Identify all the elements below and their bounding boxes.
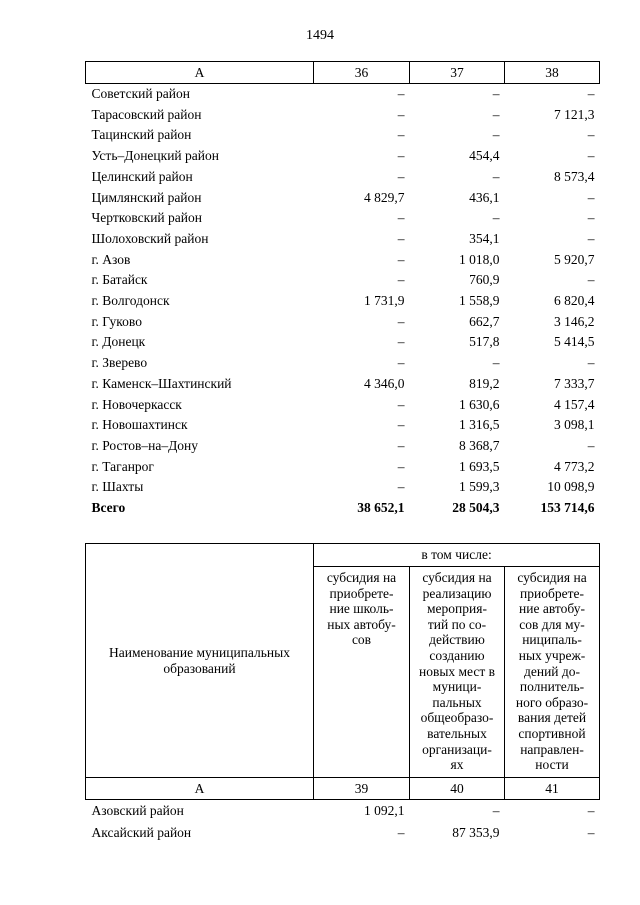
value-col-36: – [397,417,405,433]
value-col-37: – [492,168,500,184]
value-col-37: – [492,355,500,371]
municipality-name: г. Ростов–на–Дону [91,437,199,453]
municipality-name-header: Наименование муниципальных образований [86,544,314,778]
value-col-37: 1 558,9 [459,293,500,309]
table-row [86,395,600,416]
table-row [86,291,600,312]
total-label: Всего [91,500,126,516]
code-col-40: 40 [410,778,505,800]
value-col-36: – [397,437,405,453]
value-col-37: 517,8 [469,334,500,350]
header-col-38: 38 [505,62,600,84]
header-col-37: 37 [410,62,505,84]
table-row [86,477,600,498]
municipality-name: г. Шахты [91,479,144,495]
value-col-38: – [587,272,595,288]
value-col-36: – [397,127,405,143]
col-41-header: субсидия на приобрете-ние автобу-сов для му-ниципаль-ных учреж-дений до-полнитель-ного образо-вания детей спортивной направлен-ности [505,567,600,778]
value-col-37: 454,4 [469,148,500,164]
value-col-38: 7 121,3 [554,106,595,122]
value-col-36: – [397,334,405,350]
value-col-37: 1 599,3 [459,479,500,495]
table-row [86,800,600,823]
table-row [86,457,600,478]
value-col-41: – [587,803,595,818]
header-col-36: 36 [314,62,410,84]
value-col-36: – [397,458,405,474]
value-col-38: – [587,437,595,453]
table-row [86,167,600,188]
page-number: 1494 [306,28,334,43]
subsidy-table-39-41 [85,543,600,844]
table-row [86,415,600,436]
municipality-name: г. Волгодонск [91,293,170,309]
table2-code-header [86,778,600,800]
municipality-name: Аксайский район [91,825,192,840]
value-col-37: 436,1 [469,189,500,205]
code-col-a: А [86,778,314,800]
value-col-38: – [587,127,595,143]
total-col-38: 153 714,6 [540,500,595,516]
value-col-36: – [397,479,405,495]
municipality-name: г. Каменск–Шахтинский [91,375,232,391]
municipality-name: г. Азов [91,251,131,267]
table-row [86,436,600,457]
municipality-name: Целинский район [91,168,193,184]
value-col-37: – [492,86,500,101]
value-col-37: – [492,210,500,226]
municipality-name: Чертковский район [91,210,202,226]
municipality-name: Тарасовский район [91,106,202,122]
value-col-37: 662,7 [469,313,500,329]
value-col-38: 5 414,5 [554,334,595,350]
municipality-name: Шолоховский район [91,230,209,246]
subsidy-table-36-38 [85,61,600,519]
code-col-41: 41 [505,778,600,800]
table-row [86,312,600,333]
table-row [86,188,600,209]
value-col-36: – [397,396,405,412]
value-col-38: – [587,210,595,226]
value-col-37: 354,1 [469,230,500,246]
value-col-36: – [397,86,405,101]
table-row [86,374,600,395]
table-row [86,353,600,374]
table-row [86,822,600,844]
municipality-name: Азовский район [91,803,184,818]
value-col-39: – [397,825,405,840]
table-row [86,270,600,291]
value-col-40: – [492,803,500,818]
value-col-40: 87 353,9 [452,825,500,840]
value-col-38: 6 820,4 [554,293,595,309]
value-col-36: 1 731,9 [364,293,405,309]
in-that-number-header: в том числе: [314,544,600,567]
value-col-36: 4 829,7 [364,189,405,205]
value-col-37: 760,9 [469,272,500,288]
value-col-38: 8 573,4 [554,168,595,184]
value-col-36: – [397,210,405,226]
value-col-36: – [397,106,405,122]
value-col-36: – [397,148,405,164]
municipality-name: г. Новошахтинск [91,417,188,433]
value-col-37: – [492,106,500,122]
value-col-37: 1 630,6 [459,396,500,412]
table-row [86,229,600,250]
value-col-37: 1 018,0 [459,251,500,267]
municipality-name: Усть–Донецкий район [91,148,219,164]
municipality-name: г. Зверево [91,355,148,371]
value-col-36: – [397,230,405,246]
municipality-name: г. Новочеркасск [91,396,182,412]
value-col-36: – [397,168,405,184]
municipality-name: г. Таганрог [91,458,154,474]
value-col-38: – [587,189,595,205]
value-col-41: – [587,825,595,840]
value-col-38: 3 146,2 [554,313,595,329]
value-col-38: 4 157,4 [554,396,595,412]
table-row [86,105,600,126]
code-col-39: 39 [314,778,410,800]
value-col-37: 8 368,7 [459,437,500,453]
municipality-name: Тацинский район [91,127,192,143]
value-col-37: – [492,127,500,143]
value-col-36: – [397,251,405,267]
municipality-name: Цимлянский район [91,189,202,205]
value-col-37: 1 693,5 [459,458,500,474]
value-col-38: – [587,355,595,371]
table-row [86,125,600,146]
value-col-38: – [587,86,595,101]
municipality-name: г. Батайск [91,272,148,288]
total-col-37: 28 504,3 [452,500,500,516]
value-col-38: 3 098,1 [554,417,595,433]
municipality-name: г. Гуково [91,313,142,329]
table-row [86,84,600,105]
total-col-36: 38 652,1 [357,500,405,516]
table-row [86,208,600,229]
header-col-a: А [86,62,314,84]
col-40-header: субсидия на реализацию мероприя-тий по со-действию созданию новых мест в муници-пальных общеобразо-вательных организаци-ях [410,567,505,778]
value-col-38: 7 333,7 [554,375,595,391]
municipality-name: Советский район [91,86,190,101]
value-col-38: 4 773,2 [554,458,595,474]
col-39-header: субсидия на приобрете-ние школь-ных автобу-сов [314,567,410,778]
value-col-37: 1 316,5 [459,417,500,433]
value-col-36: 4 346,0 [364,375,405,391]
table-row [86,250,600,271]
value-col-38: – [587,230,595,246]
value-col-38: 5 920,7 [554,251,595,267]
value-col-38: – [587,148,595,164]
value-col-38: 10 098,9 [547,479,595,495]
value-col-39: 1 092,1 [364,803,405,818]
table-row [86,332,600,353]
value-col-37: 819,2 [469,375,500,391]
table1-code-header [86,62,600,84]
value-col-36: – [397,272,405,288]
value-col-36: – [397,355,405,371]
table-row [86,146,600,167]
total-row [86,498,600,519]
value-col-36: – [397,313,405,329]
municipality-name: г. Донецк [91,334,146,350]
